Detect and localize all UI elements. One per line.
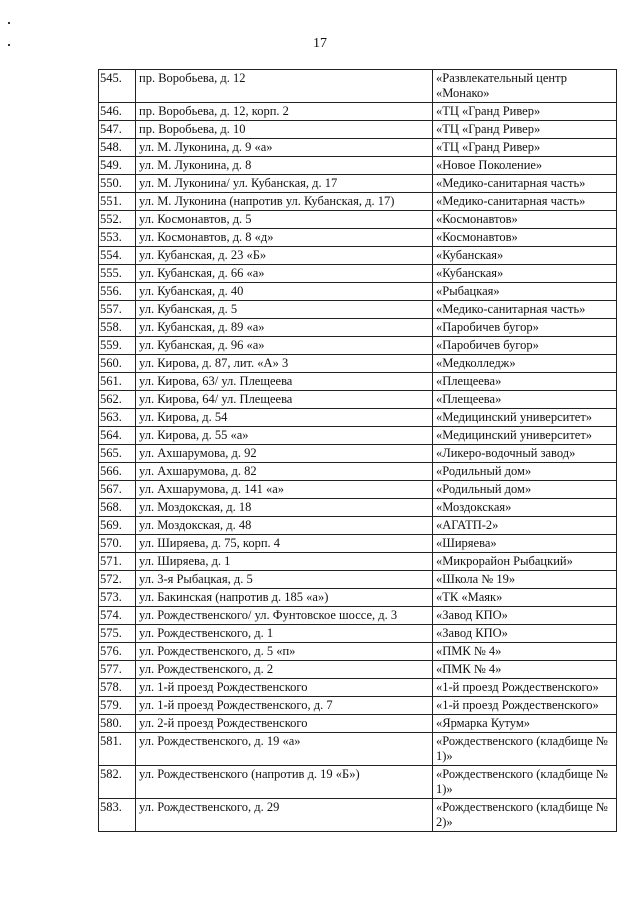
row-address: ул. 1-й проезд Рождественского bbox=[136, 679, 433, 697]
table-row bbox=[99, 481, 617, 499]
table-row bbox=[99, 337, 617, 355]
row-stop-name: «Медицинский университет» bbox=[433, 409, 617, 427]
table-row bbox=[99, 355, 617, 373]
row-stop-name: «ПМК № 4» bbox=[433, 661, 617, 679]
row-number: 551. bbox=[99, 193, 136, 211]
row-address: ул. Моздокская, д. 48 bbox=[136, 517, 433, 535]
row-number: 559. bbox=[99, 337, 136, 355]
table-row bbox=[99, 427, 617, 445]
table-row bbox=[99, 211, 617, 229]
row-stop-name: «Медико-санитарная часть» bbox=[433, 175, 617, 193]
row-address: ул. Кубанская, д. 40 bbox=[136, 283, 433, 301]
row-address: ул. Рождественского, д. 2 bbox=[136, 661, 433, 679]
row-number: 554. bbox=[99, 247, 136, 265]
row-number: 570. bbox=[99, 535, 136, 553]
table-row bbox=[99, 463, 617, 481]
row-stop-name: «Медицинский университет» bbox=[433, 427, 617, 445]
row-number: 579. bbox=[99, 697, 136, 715]
row-address: ул. Ширяева, д. 75, корп. 4 bbox=[136, 535, 433, 553]
row-address: ул. 1-й проезд Рождественского, д. 7 bbox=[136, 697, 433, 715]
row-stop-name: «Медико-санитарная часть» bbox=[433, 301, 617, 319]
row-number: 563. bbox=[99, 409, 136, 427]
row-address: ул. Космонавтов, д. 8 «д» bbox=[136, 229, 433, 247]
row-number: 573. bbox=[99, 589, 136, 607]
table-row bbox=[99, 625, 617, 643]
row-stop-name: «Кубанская» bbox=[433, 265, 617, 283]
row-address: ул. Кирова, 63/ ул. Плещеева bbox=[136, 373, 433, 391]
table-row bbox=[99, 607, 617, 625]
row-number: 560. bbox=[99, 355, 136, 373]
row-stop-name: «Космонавтов» bbox=[433, 229, 617, 247]
row-number: 574. bbox=[99, 607, 136, 625]
row-address: ул. Рождественского, д. 5 «п» bbox=[136, 643, 433, 661]
row-address: ул. Кирова, д. 55 «а» bbox=[136, 427, 433, 445]
row-number: 561. bbox=[99, 373, 136, 391]
row-number: 565. bbox=[99, 445, 136, 463]
row-number: 577. bbox=[99, 661, 136, 679]
row-number: 549. bbox=[99, 157, 136, 175]
row-number: 552. bbox=[99, 211, 136, 229]
table-row bbox=[99, 139, 617, 157]
row-stop-name: «Паробичев бугор» bbox=[433, 337, 617, 355]
row-stop-name: «Рождественского (кладбище № 1)» bbox=[433, 766, 617, 799]
row-stop-name: «Медколледж» bbox=[433, 355, 617, 373]
row-number: 567. bbox=[99, 481, 136, 499]
row-number: 550. bbox=[99, 175, 136, 193]
row-number: 569. bbox=[99, 517, 136, 535]
row-number: 564. bbox=[99, 427, 136, 445]
row-address: ул. М. Луконина (напротив ул. Кубанская, д. 17) bbox=[136, 193, 433, 211]
row-number: 571. bbox=[99, 553, 136, 571]
row-address: ул. Кубанская, д. 23 «Б» bbox=[136, 247, 433, 265]
row-address: ул. М. Луконина, д. 8 bbox=[136, 157, 433, 175]
row-address: ул. Рождественского (напротив д. 19 «Б») bbox=[136, 766, 433, 799]
row-stop-name: «Плещеева» bbox=[433, 373, 617, 391]
row-number: 562. bbox=[99, 391, 136, 409]
table-row bbox=[99, 409, 617, 427]
row-stop-name: «Моздокская» bbox=[433, 499, 617, 517]
row-address: ул. Рождественского, д. 19 «а» bbox=[136, 733, 433, 766]
table-row bbox=[99, 643, 617, 661]
row-address: ул. Кирова, 64/ ул. Плещеева bbox=[136, 391, 433, 409]
table-row bbox=[99, 571, 617, 589]
row-stop-name: «Школа № 19» bbox=[433, 571, 617, 589]
row-address: ул. Моздокская, д. 18 bbox=[136, 499, 433, 517]
row-stop-name: «Космонавтов» bbox=[433, 211, 617, 229]
row-address: ул. 3-я Рыбацкая, д. 5 bbox=[136, 571, 433, 589]
row-stop-name: «ТЦ «Гранд Ривер» bbox=[433, 121, 617, 139]
row-stop-name: «Кубанская» bbox=[433, 247, 617, 265]
row-stop-name: «Рыбацкая» bbox=[433, 283, 617, 301]
row-address: ул. Ахшарумова, д. 141 «а» bbox=[136, 481, 433, 499]
row-address: ул. Рождественского/ ул. Фунтовское шоссе, д. 3 bbox=[136, 607, 433, 625]
table-row bbox=[99, 733, 617, 766]
row-address: ул. Кирова, д. 54 bbox=[136, 409, 433, 427]
row-number: 575. bbox=[99, 625, 136, 643]
row-stop-name: «АГАТП-2» bbox=[433, 517, 617, 535]
row-stop-name: «Завод КПО» bbox=[433, 625, 617, 643]
row-number: 558. bbox=[99, 319, 136, 337]
row-number: 553. bbox=[99, 229, 136, 247]
row-number: 548. bbox=[99, 139, 136, 157]
table-row bbox=[99, 373, 617, 391]
table-row bbox=[99, 103, 617, 121]
table-row bbox=[99, 157, 617, 175]
row-address: ул. Рождественского, д. 29 bbox=[136, 799, 433, 832]
row-address: ул. Ширяева, д. 1 bbox=[136, 553, 433, 571]
row-stop-name: «Плещеева» bbox=[433, 391, 617, 409]
table-row bbox=[99, 175, 617, 193]
row-stop-name: «Микрорайон Рыбацкий» bbox=[433, 553, 617, 571]
row-address: пр. Воробьева, д. 12 bbox=[136, 70, 433, 103]
row-number: 568. bbox=[99, 499, 136, 517]
table-row bbox=[99, 499, 617, 517]
row-stop-name: «Развлекательный центр «Монако» bbox=[433, 70, 617, 103]
row-address: ул. М. Луконина/ ул. Кубанская, д. 17 bbox=[136, 175, 433, 193]
table-row bbox=[99, 679, 617, 697]
row-address: пр. Воробьева, д. 10 bbox=[136, 121, 433, 139]
row-number: 583. bbox=[99, 799, 136, 832]
row-address: ул. Кубанская, д. 96 «а» bbox=[136, 337, 433, 355]
table-row bbox=[99, 193, 617, 211]
row-number: 580. bbox=[99, 715, 136, 733]
table-row bbox=[99, 517, 617, 535]
row-stop-name: «ТК «Маяк» bbox=[433, 589, 617, 607]
row-number: 578. bbox=[99, 679, 136, 697]
table-row bbox=[99, 799, 617, 832]
table-row bbox=[99, 697, 617, 715]
row-address: ул. Рождественского, д. 1 bbox=[136, 625, 433, 643]
table-row bbox=[99, 319, 617, 337]
row-stop-name: «1-й проезд Рождественского» bbox=[433, 697, 617, 715]
row-number: 547. bbox=[99, 121, 136, 139]
row-stop-name: «ТЦ «Гранд Ривер» bbox=[433, 103, 617, 121]
page-number: 17 bbox=[313, 36, 327, 51]
row-stop-name: «Родильный дом» bbox=[433, 481, 617, 499]
row-number: 556. bbox=[99, 283, 136, 301]
table-row bbox=[99, 715, 617, 733]
row-number: 555. bbox=[99, 265, 136, 283]
row-stop-name: «ТЦ «Гранд Ривер» bbox=[433, 139, 617, 157]
row-stop-name: «Ширяева» bbox=[433, 535, 617, 553]
table-row bbox=[99, 265, 617, 283]
table-row bbox=[99, 283, 617, 301]
row-address: ул. Ахшарумова, д. 92 bbox=[136, 445, 433, 463]
row-address: ул. 2-й проезд Рождественского bbox=[136, 715, 433, 733]
row-address: пр. Воробьева, д. 12, корп. 2 bbox=[136, 103, 433, 121]
row-stop-name: «Медико-санитарная часть» bbox=[433, 193, 617, 211]
row-stop-name: «Ярмарка Кутум» bbox=[433, 715, 617, 733]
table-row bbox=[99, 121, 617, 139]
row-stop-name: «1-й проезд Рождественского» bbox=[433, 679, 617, 697]
row-stop-name: «Рождественского (кладбище № 1)» bbox=[433, 733, 617, 766]
row-number: 581. bbox=[99, 733, 136, 766]
table-row bbox=[99, 247, 617, 265]
row-number: 572. bbox=[99, 571, 136, 589]
table-row bbox=[99, 589, 617, 607]
row-stop-name: «Рождественского (кладбище № 2)» bbox=[433, 799, 617, 832]
table-row bbox=[99, 301, 617, 319]
table-row bbox=[99, 766, 617, 799]
row-number: 557. bbox=[99, 301, 136, 319]
table-row bbox=[99, 229, 617, 247]
row-address: ул. Кубанская, д. 89 «а» bbox=[136, 319, 433, 337]
row-number: 566. bbox=[99, 463, 136, 481]
row-stop-name: «Паробичев бугор» bbox=[433, 319, 617, 337]
table-row bbox=[99, 661, 617, 679]
row-address: ул. Космонавтов, д. 5 bbox=[136, 211, 433, 229]
table-row bbox=[99, 70, 617, 103]
row-address: ул. Бакинская (напротив д. 185 «а») bbox=[136, 589, 433, 607]
table-row bbox=[99, 445, 617, 463]
row-address: ул. Кубанская, д. 5 bbox=[136, 301, 433, 319]
row-address: ул. Ахшарумова, д. 82 bbox=[136, 463, 433, 481]
table-row bbox=[99, 553, 617, 571]
table-row bbox=[99, 535, 617, 553]
row-stop-name: «Новое Поколение» bbox=[433, 157, 617, 175]
scan-margin-mark bbox=[8, 22, 10, 24]
row-stop-name: «Родильный дом» bbox=[433, 463, 617, 481]
stops-table bbox=[98, 69, 617, 832]
row-number: 582. bbox=[99, 766, 136, 799]
row-number: 546. bbox=[99, 103, 136, 121]
row-stop-name: «Ликеро-водочный завод» bbox=[433, 445, 617, 463]
table-row bbox=[99, 391, 617, 409]
row-address: ул. Кирова, д. 87, лит. «А» 3 bbox=[136, 355, 433, 373]
row-number: 545. bbox=[99, 70, 136, 103]
row-stop-name: «ПМК № 4» bbox=[433, 643, 617, 661]
row-stop-name: «Завод КПО» bbox=[433, 607, 617, 625]
row-number: 576. bbox=[99, 643, 136, 661]
row-address: ул. М. Луконина, д. 9 «а» bbox=[136, 139, 433, 157]
row-address: ул. Кубанская, д. 66 «а» bbox=[136, 265, 433, 283]
